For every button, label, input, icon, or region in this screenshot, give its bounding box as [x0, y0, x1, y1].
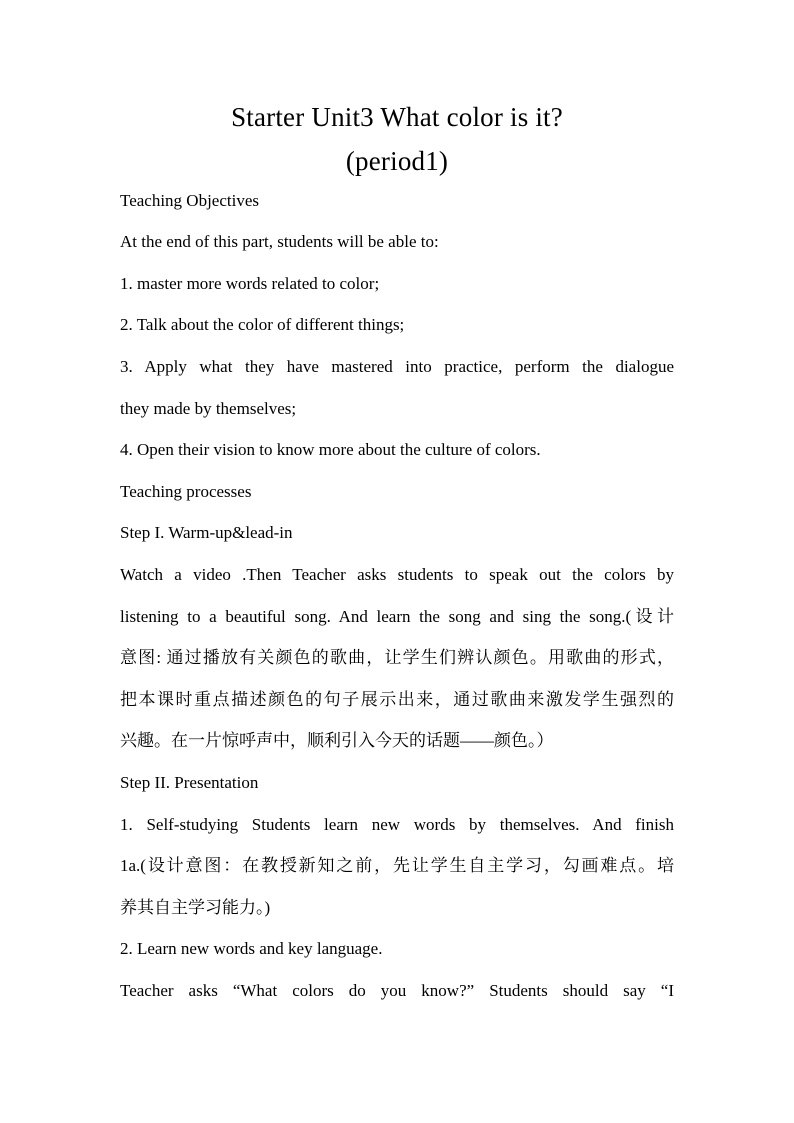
objective-item-4: 4. Open their vision to know more about the culture of colors.: [120, 440, 541, 459]
paragraph-line: 意图: 通过播放有关颜色的歌曲，让学生们辨认颜色。用歌曲的形式，: [120, 648, 674, 667]
document-subtitle: (period1): [345, 146, 449, 176]
paragraph-line: 1. Self-studying Students learn new words by themselves. And finish: [120, 815, 674, 834]
paragraph-line: Watch a video .Then Teacher asks students to speak out the colors by: [120, 565, 674, 584]
objective-item-2: 2. Talk about the color of different things;: [120, 315, 405, 334]
document-title: Starter Unit3 What color is it?: [231, 102, 563, 132]
heading-teaching-objectives: Teaching Objectives: [120, 191, 260, 210]
paragraph-line: 兴趣。在一片惊呼声中，顺利引入今天的话题——颜色。）: [120, 731, 554, 750]
heading-step-2: Step II. Presentation: [120, 773, 259, 792]
paragraph-line: 1a.(设计意图：在教授新知之前，先让学生自主学习，勾画难点。培: [120, 856, 674, 875]
paragraph-line: 把本课时重点描述颜色的句子展示出来，通过歌曲来激发学生强烈的: [120, 690, 674, 709]
paragraph-line: Teacher asks “What colors do you know?” Students should say “I: [120, 981, 674, 1000]
paragraph-line: 养其自主学习能力。): [120, 898, 271, 917]
paragraph-line: 2. Learn new words and key language.: [120, 939, 383, 958]
objective-item-3: 3. Apply what they have mastered into practice, perform the dialogue: [120, 357, 674, 376]
objective-item-3-cont: they made by themselves;: [120, 399, 297, 418]
objective-item-1: 1. master more words related to color;: [120, 274, 380, 293]
paragraph-line: At the end of this part, students will be able to:: [120, 232, 439, 251]
heading-teaching-processes: Teaching processes: [120, 482, 252, 501]
heading-step-1: Step I. Warm-up&lead-in: [120, 523, 293, 542]
paragraph-line: listening to a beautiful song. And learn the song and sing the song.(设计: [120, 607, 674, 626]
